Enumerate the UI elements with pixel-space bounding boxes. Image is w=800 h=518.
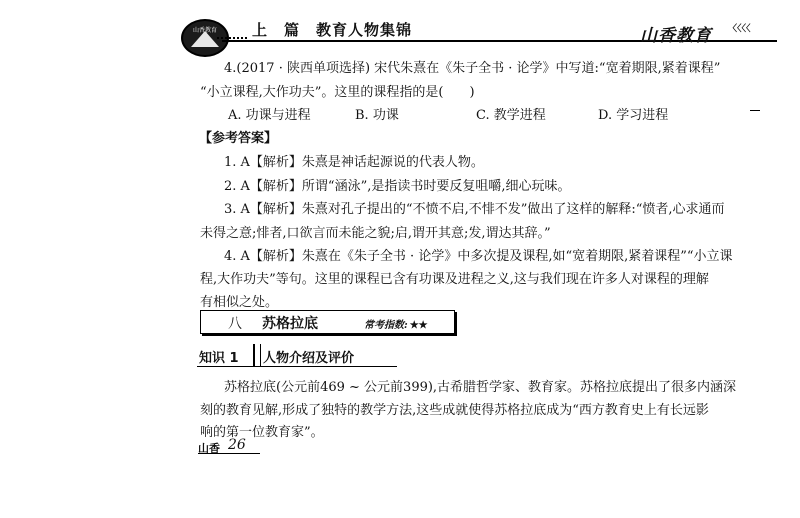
answers-heading: 【参考答案】	[199, 131, 278, 146]
answer-line-1: 1. A【解析】朱熹是神话起源说的代表人物。	[224, 155, 484, 170]
option-c: C. 教学进程	[476, 108, 546, 123]
logo-text: 山香教育	[192, 27, 217, 34]
section-title: 苏格拉底	[262, 316, 318, 332]
answer-line-5: 4. A【解析】朱熹在《朱子全书 · 论学》中多次提及课程,如“宽着期限,紧着课程”“小立课	[224, 249, 733, 264]
knowledge-line-3: 响的第一位教育家”。	[200, 425, 324, 440]
option-b: B. 功课	[355, 108, 399, 123]
star-icon: ★★	[409, 320, 428, 331]
section-number: 八	[228, 316, 242, 332]
knowledge-line-2: 刻的教育见解,形成了独特的教学方法,这些成就使得苏格拉底成为“西方教育史上有长远影	[200, 403, 709, 418]
answer-line-2: 2. A【解析】所谓“涵泳”,是指读书时要反复咀嚼,细心玩味。	[224, 179, 571, 194]
mountain-icon	[191, 31, 219, 47]
option-a: A. 功课与进程	[228, 108, 311, 123]
knowledge-separator	[253, 344, 261, 366]
answer-line-6: 程,大作功夫”等句。这里的课程已含有功课及进程之义,这与我们现在许多人对课程的理解	[200, 272, 709, 287]
answer-line-7: 有相似之处。	[200, 295, 279, 310]
brand-name: 山香教育	[640, 26, 712, 46]
knowledge-label: 知识 1	[199, 351, 239, 366]
knowledge-line-1: 苏格拉底(公元前469 ~ 公元前399),古希腊哲学家、教育家。苏格拉底提出了很多内涵深	[224, 380, 737, 395]
footer-rule	[198, 453, 260, 454]
question-line-1: 4.(2017 · 陕西单项选择) 宋代朱熹在《朱子全书 · 论学》中写道:“宽着期限,紧着课程”	[224, 61, 721, 76]
answer-line-4: 未得之意;悱者,口欲言而未能之貌;启,谓开其意;发,谓达其辞。”	[200, 226, 551, 241]
running-header: 上 篇 教育人物集锦	[252, 21, 413, 39]
margin-tick	[750, 110, 760, 111]
knowledge-underline	[197, 366, 397, 367]
exam-frequency-label: 常考指数:	[364, 320, 408, 331]
exam-frequency	[364, 316, 428, 331]
answer-line-3: 3. A【解析】朱熹对孔子提出的“不愤不启,不悱不发”做出了这样的解释:“愤者,心求通而	[224, 202, 725, 217]
option-d: D. 学习进程	[598, 108, 669, 123]
knowledge-title: 人物介绍及评价	[263, 351, 355, 366]
footer-brand: 山香	[198, 442, 220, 455]
brand-mark: 〈〈〈〈	[728, 24, 751, 34]
question-line-2: “小立课程,大作功夫”。这里的课程指的是( )	[200, 85, 475, 100]
page-number: 26	[228, 437, 246, 453]
